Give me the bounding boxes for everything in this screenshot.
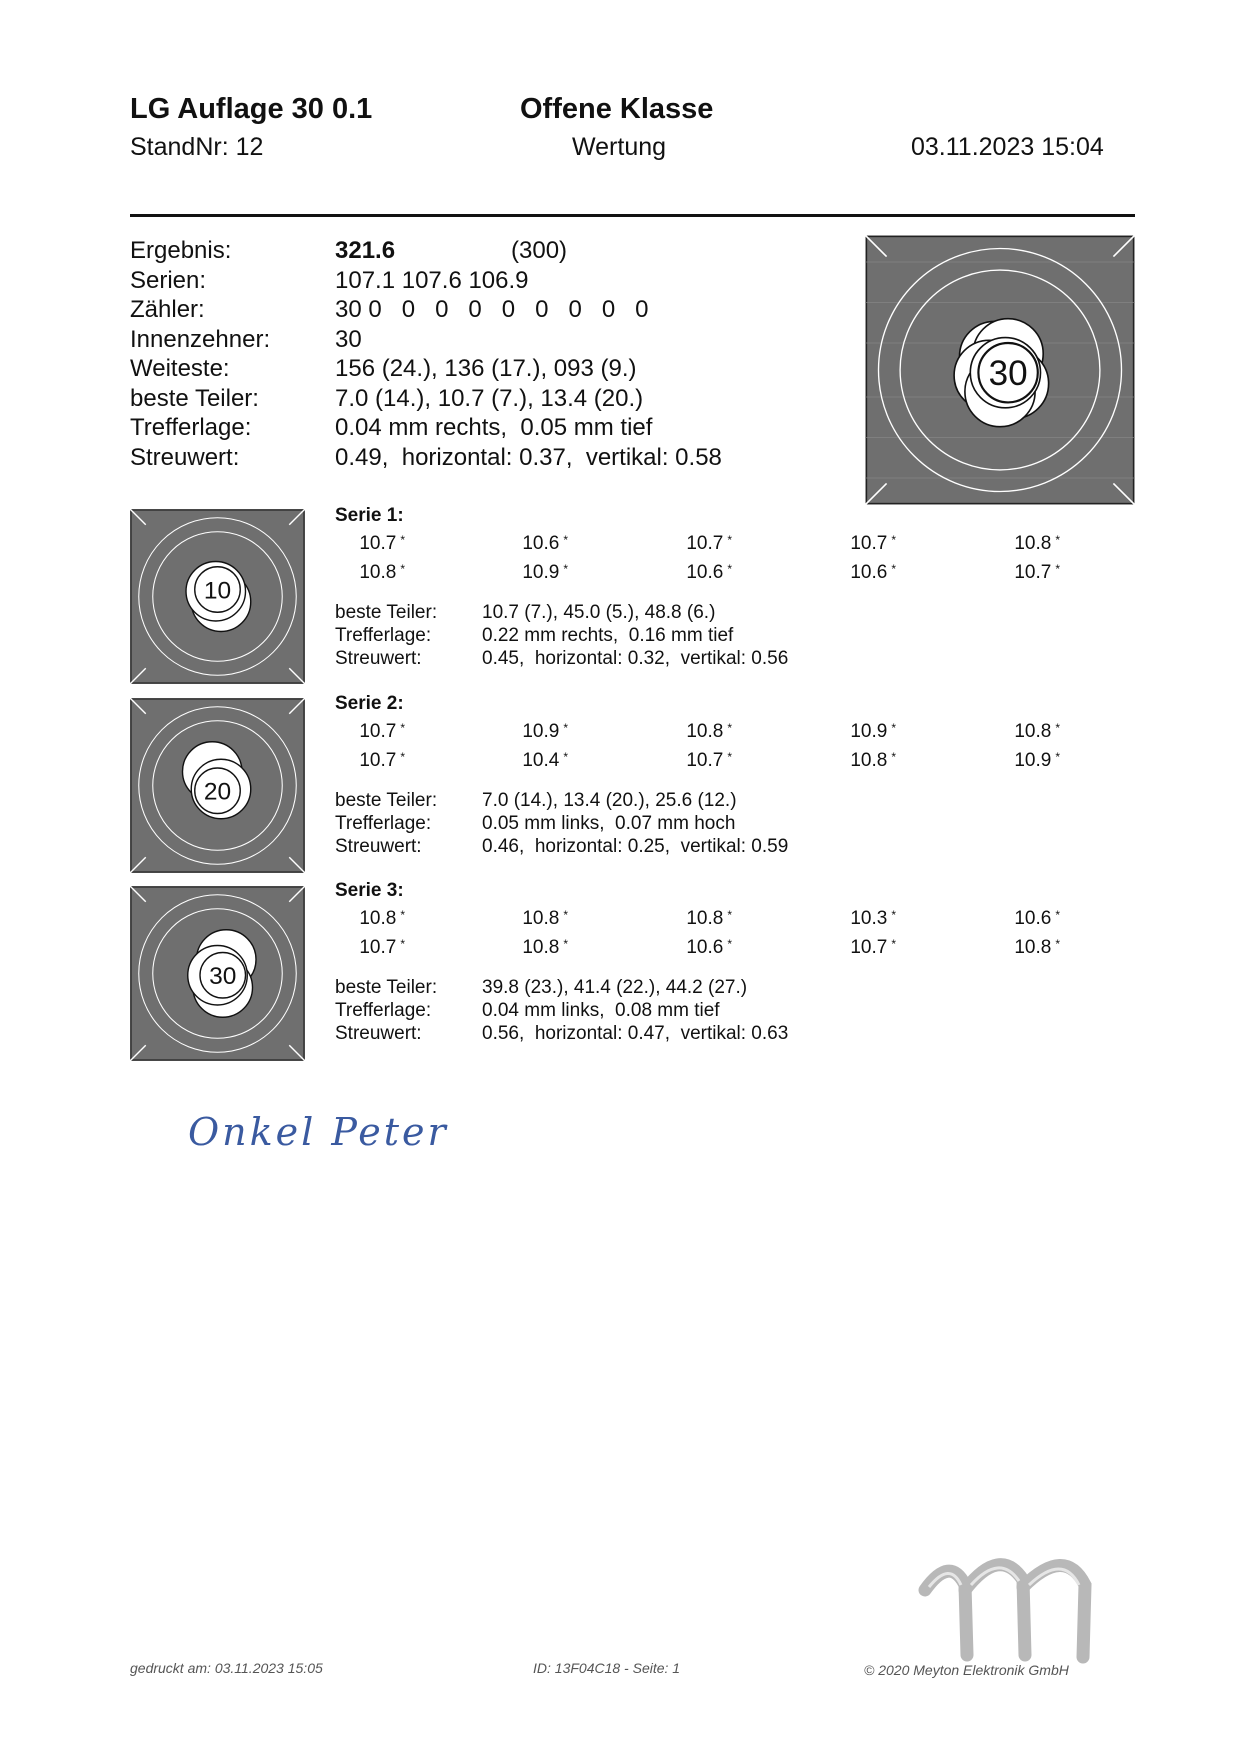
shot-value: 10.8 * <box>850 750 896 771</box>
serie3-target-image <box>130 885 305 1062</box>
serie2-target-count: 20 <box>203 778 232 806</box>
shot-value: 10.7 * <box>850 937 896 958</box>
serie-title: Serie 2: <box>335 693 404 714</box>
shot-value: 10.9 * <box>850 721 896 742</box>
summary-teiler: beste Teiler: 7.0 (14.), 10.7 (7.), 13.4 (20.) <box>130 384 644 412</box>
header-datetime: 03.11.2023 15:04 <box>911 133 1104 161</box>
serie-title: Serie 3: <box>335 880 404 901</box>
shot-value: 10.7 * <box>359 937 405 958</box>
discipline-title: LG Auflage 30 0.1 <box>130 93 373 125</box>
printed-timestamp: gedruckt am: 03.11.2023 15:05 <box>130 1660 323 1676</box>
summary-trefferlage: Trefferlage: 0.04 mm rechts, 0.05 mm tief <box>130 414 653 441</box>
shot-value: 10.8 * <box>359 562 405 583</box>
shot-value: 10.7 * <box>686 533 732 554</box>
shot-value: 10.7 * <box>1014 562 1060 583</box>
serie-1-block <box>335 505 1135 670</box>
shot-value: 10.8 * <box>522 908 568 929</box>
total-score: 321.6 <box>335 237 396 264</box>
shot-value: 10.8 * <box>522 937 568 958</box>
shot-value: 10.8 * <box>686 908 732 929</box>
stand-number: StandNr: 12 <box>130 133 264 161</box>
shot-value: 10.6 * <box>686 937 732 958</box>
shot-value: 10.6 * <box>522 533 568 554</box>
shot-value: 10.7 * <box>686 750 732 771</box>
serie-stats: beste Teiler: 39.8 (23.), 41.4 (22.), 44.2 (27.) Trefferlage: 0.04 mm links, 0.08 mm tief Streuwert: 0.56, horizontal: 0.47, vertikal: 0.63 <box>335 977 789 1044</box>
serie2-target-image <box>130 697 305 874</box>
shot-value: 10.8 * <box>1014 721 1060 742</box>
shot-value: 10.7 * <box>850 533 896 554</box>
shot-value: 10.6 * <box>1014 908 1060 929</box>
main-target-count: 30 <box>988 353 1028 393</box>
meyton-logo-icon <box>905 1545 1105 1670</box>
serie-3-block <box>335 880 1135 1045</box>
serie-stats: beste Teiler: 7.0 (14.), 13.4 (20.), 25.6 (12.) Trefferlage: 0.05 mm links, 0.07 mm hoch Streuwert: 0.46, horizontal: 0.25, vertikal: 0.59 <box>335 790 789 857</box>
handwritten-signature: Onkel Peter <box>188 1110 449 1154</box>
shot-value: 10.8 * <box>1014 533 1060 554</box>
summary-innenzehner: Innenzehner: 30 <box>130 325 362 353</box>
class-title: Offene Klasse <box>520 93 714 125</box>
shot-value: 10.6 * <box>686 562 732 583</box>
shot-value: 10.7 * <box>359 750 405 771</box>
document-id: ID: 13F04C18 - Seite: 1 <box>533 1660 681 1676</box>
shot-value: 10.3 * <box>850 908 896 929</box>
shot-list <box>335 533 1135 591</box>
shot-value: 10.8 * <box>1014 937 1060 958</box>
serie1-target-image <box>130 508 305 685</box>
shot-list <box>335 721 1135 779</box>
shot-list <box>335 908 1135 966</box>
shot-value: 10.8 * <box>686 721 732 742</box>
shot-value: 10.6 * <box>850 562 896 583</box>
shot-value: 10.7 * <box>359 721 405 742</box>
wertung-label: Wertung <box>572 133 667 161</box>
header-divider <box>130 214 1135 217</box>
copyright-notice: © 2020 Meyton Elektronik GmbH <box>864 1662 1069 1678</box>
summary-serien: Serien: 107.1 107.6 106.9 <box>130 266 529 294</box>
serie1-target-count: 10 <box>203 577 232 605</box>
serie-2-block <box>335 693 1135 858</box>
serie-title: Serie 1: <box>335 505 404 526</box>
summary-weiteste: Weiteste: 156 (24.), 136 (17.), 093 (9.) <box>130 355 637 382</box>
result-summary <box>130 236 722 472</box>
shot-value: 10.9 * <box>522 721 568 742</box>
shot-value: 10.8 * <box>359 908 405 929</box>
shot-value: 10.9 * <box>1014 750 1060 771</box>
serie-stats: beste Teiler: 10.7 (7.), 45.0 (5.), 48.8 (6.) Trefferlage: 0.22 mm rechts, 0.16 mm tief Streuwert: 0.45, horizontal: 0.32, vertikal: 0.56 <box>335 602 789 669</box>
total-max: (300) <box>511 237 568 264</box>
shot-value: 10.4 * <box>522 750 568 771</box>
serie3-target-count: 30 <box>209 963 237 990</box>
summary-zaehler: Zähler: 30 0 0 0 0 0 0 0 0 0 <box>130 296 649 323</box>
shot-value: 10.9 * <box>522 562 568 583</box>
summary-ergebnis: Ergebnis: 321.6 (300) <box>130 237 568 264</box>
shot-value: 10.7 * <box>359 533 405 554</box>
summary-streuwert: Streuwert: 0.49, horizontal: 0.37, vertikal: 0.58 <box>130 443 722 471</box>
main-target-image <box>865 235 1135 505</box>
